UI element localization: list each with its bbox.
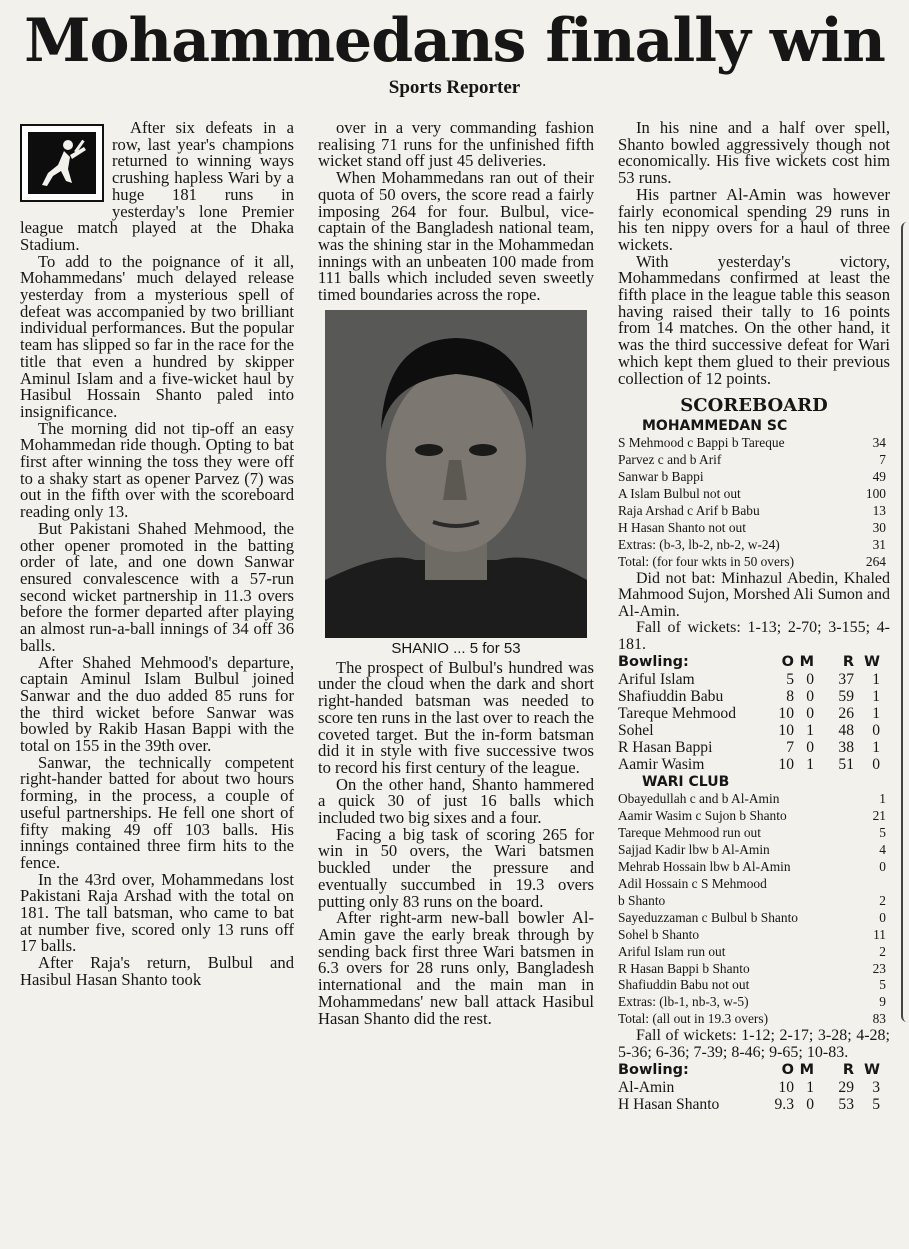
batting-row	[618, 859, 890, 876]
batsman-entry: A Islam Bulbul not out	[618, 485, 741, 501]
article-paragraph: The prospect of Bulbul's hundred was under the cloud when the dark and short right-handed batsman was needed to score ten runs in the last over to reach the coveted target. But the in-form batsman did it in style with five successive twos to record his first century of the league.	[318, 657, 595, 777]
runs-value: 49	[872, 469, 886, 485]
batsman-entry: S Mehmood c Bappi b Tareque	[618, 435, 785, 451]
batsman-icon	[34, 137, 90, 189]
batting-row	[618, 961, 890, 978]
batsman-entry: Extras: (b-3, lb-2, nb-2, w-24)	[618, 536, 780, 552]
runs-value: 5	[879, 977, 886, 993]
bowler-name: Sohel	[618, 722, 654, 740]
runs-value: 83	[872, 1011, 886, 1027]
maidens-value: 0	[806, 739, 814, 757]
page-edge	[901, 222, 909, 1022]
article-paragraph: To add to the poignance of it all, Mohammedans' much delayed release yesterday from a mysterious spell of defeat was accompanied by two brilliant individual performances. But the popular team has slipped so far in the race for the title that even a hundred by skipper Aminul Islam and a five-wicket haul by Hasibul Hossain Shanto paled into insignificance.	[20, 251, 294, 421]
runs-conceded-value: 26	[838, 705, 854, 723]
runs-value: 34	[872, 435, 886, 451]
headline: Mohammedans finally win	[24, 6, 885, 76]
bowling-row	[618, 1079, 890, 1096]
overs-value: 5	[786, 671, 794, 689]
bowler-name: R Hasan Bappi	[618, 739, 713, 757]
wickets-value: 5	[872, 1096, 880, 1114]
runs-value: 1	[879, 791, 886, 807]
overs-value: 7	[786, 739, 794, 757]
bowling-row	[618, 722, 890, 739]
overs-value: 10	[778, 705, 794, 723]
maidens-value: 0	[806, 705, 814, 723]
batting-row	[618, 452, 890, 469]
runs-value: 2	[879, 892, 886, 908]
article-paragraph: Sanwar, the technically competent right-hander batted for about two hours forming, in the process, a couple of useful partnerships. He fell one short of fifty making 49 off 103 balls. His innings contained three firm hits to the fence.	[20, 752, 294, 872]
article-column-3	[618, 120, 890, 1113]
wickets-value: 1	[872, 739, 880, 757]
maidens-value: 1	[806, 1079, 814, 1097]
runs-value: 0	[879, 909, 886, 925]
batting-row	[618, 486, 890, 503]
did-not-bat: Did not bat: Minhazul Abedin, Khaled Mahmood Sujon, Morshed Ali Sumon and Al-Amin.	[618, 569, 891, 620]
batsman-entry: Parvez c and b Arif	[618, 452, 722, 468]
batting-row	[618, 554, 890, 571]
article-paragraph: On the other hand, Shanto hammered a quick 30 of just 16 balls which included two big sixes and a four.	[318, 774, 594, 828]
bowling-header: Bowling: O M R W	[618, 1062, 880, 1079]
batting-row	[618, 520, 890, 537]
runs-conceded-value: 53	[838, 1096, 854, 1114]
bowler-name: Shafiuddin Babu	[618, 688, 724, 706]
batsman-entry: Adil Hossain c S Mehmood	[618, 876, 767, 891]
maidens-value: 1	[806, 756, 814, 774]
batting-row	[618, 435, 890, 452]
batting-row	[618, 876, 890, 893]
batsman-entry: Sajjad Kadir lbw b Al-Amin	[618, 842, 770, 858]
team-heading: MOHAMMEDAN SC	[642, 418, 788, 435]
batting-row	[618, 927, 890, 944]
bowler-name: Ariful Islam	[618, 671, 695, 689]
bowling-row	[618, 756, 890, 773]
article-paragraph: The morning did not tip-off an easy Mohammedan ride though. Opting to bat first after winning the toss they were off to a shaky start as opener Parvez (7) was out in the fifth over with the scoreboard reading only 13.	[20, 418, 294, 522]
batting-row	[618, 537, 890, 554]
batting-row	[618, 503, 890, 520]
article-column-1	[20, 120, 294, 989]
runs-value: 5	[879, 825, 886, 841]
bowler-name: Tareque Mehmood	[618, 705, 736, 723]
runs-value: 9	[879, 994, 886, 1010]
batting-row	[618, 893, 890, 910]
cricket-logo	[20, 124, 104, 202]
wickets-value: 3	[872, 1079, 880, 1097]
runs-value: 23	[872, 960, 886, 976]
batsman-entry: Shafiuddin Babu not out	[618, 977, 750, 993]
batting-row	[618, 808, 890, 825]
article-paragraph: When Mohammedans ran out of their quota of 50 overs, the score read a fairly imposing 264 for four. Bulbul, vice-captain of the Bangladesh national team, was the shining star in the Mohammedan innings with an unbeaten 100 made from 111 balls which included seven sweetly timed boundaries across the rope.	[318, 168, 594, 305]
bowler-name: H Hasan Shanto	[618, 1096, 720, 1114]
article-paragraph: over in a very commanding fashion realising 71 runs for the unfinished fifth wicket stand off just 45 deliveries.	[318, 118, 594, 171]
article-column-2	[318, 120, 594, 1027]
runs-value: 7	[879, 452, 886, 468]
runs-value	[886, 876, 890, 893]
batting-row	[618, 944, 890, 961]
runs-value: 31	[872, 536, 886, 552]
batting-row	[618, 469, 890, 486]
overs-value: 8	[786, 688, 794, 706]
article-paragraph: After right-arm new-ball bowler Al-Amin gave the early break through by sending back first three Wari batsmen in 6.3 overs for 28 runs only, Bangladesh international and the main man in Mohammedans' new ball attack Hasibul Hasan Shanto did the rest.	[318, 908, 594, 1028]
batting-row	[618, 842, 890, 859]
runs-conceded-value: 29	[838, 1079, 854, 1097]
bowling-row	[618, 688, 890, 705]
maidens-value: 0	[806, 671, 814, 689]
article-paragraph: In the 43rd over, Mohammedans lost Pakistani Raja Arshad with the total on 181. The tall batsman, who came to bat at number five, scored only 13 runs off 17 balls.	[20, 869, 294, 956]
batsman-entry: Sayeduzzaman c Bulbul b Shanto	[618, 909, 798, 925]
wickets-value: 0	[872, 722, 880, 740]
batsman-entry: Obayedullah c and b Al-Amin	[618, 791, 780, 807]
batting-row	[618, 1011, 890, 1028]
runs-value: 11	[873, 926, 886, 942]
article-paragraph: After Raja's return, Bulbul and Hasibul Hasan Shanto took	[20, 953, 294, 989]
scoreboard	[618, 395, 890, 1113]
runs-conceded-value: 48	[838, 722, 854, 740]
wickets-value: 1	[872, 688, 880, 706]
photo-caption: SHANIO ... 5 for 53	[391, 639, 521, 657]
runs-value: 4	[879, 842, 886, 858]
byline: Sports Reporter	[388, 77, 521, 98]
batsman-entry: Sanwar b Bappi	[618, 469, 704, 485]
wickets-value: 1	[872, 671, 880, 689]
article-paragraph: Facing a big task of scoring 265 for win in 50 overs, the Wari batsmen buckled under the pressure and eventually succumbed in 19.3 overs putting only 83 runs on the board.	[318, 824, 594, 911]
batting-row	[618, 791, 890, 808]
bowling-row	[618, 1096, 890, 1113]
maidens-value: 0	[806, 688, 814, 706]
maidens-value: 1	[806, 722, 814, 740]
bowling-header: Bowling: O M R W	[618, 654, 880, 671]
batsman-entry: Extras: (lb-1, nb-3, w-5)	[618, 994, 749, 1010]
batsman-entry: R Hasan Bappi b Shanto	[618, 960, 750, 976]
overs-value: 10	[778, 722, 794, 740]
runs-value: 13	[872, 502, 886, 518]
runs-value: 100	[865, 485, 886, 501]
batting-row	[618, 910, 890, 927]
article-paragraph: With yesterday's victory, Mohammedans confirmed at least the fifth place in the league table this season having raised their tally to 16 points from 14 matches. On the other hand, it was the third successive defeat for Wari which kept them glued to their previous collection of 12 points.	[618, 251, 890, 388]
wickets-value: 0	[872, 756, 880, 774]
bowling-row	[618, 705, 890, 722]
batsman-entry: Total: (all out in 19.3 overs)	[618, 1011, 769, 1027]
batsman-entry: H Hasan Shanto not out	[618, 519, 746, 535]
batsman-entry: Aamir Wasim c Sujon b Shanto	[618, 808, 787, 824]
bowling-row	[618, 739, 890, 756]
maidens-value: 0	[806, 1096, 814, 1114]
runs-value: 21	[872, 808, 886, 824]
team-heading: WARI CLUB	[642, 774, 730, 791]
wickets-value: 1	[872, 705, 880, 723]
article-paragraph: After Shahed Mehmood's departure, captain Aminul Islam Bulbul joined Sanwar and the duo added 85 runs for the third wicket before Sanwar was bowled by Rakib Hasan Bappi with the total on 155 in the 39th over.	[20, 652, 294, 756]
article-paragraph: But Pakistani Shahed Mehmood, the other opener promoted in the batting order of late, and one down Sanwar ensured convalescence with a 57-run second wicket partnership in 11.3 overs before the former departed after playing an almost run-a-ball innings of 34 off 36 balls.	[20, 518, 294, 655]
runs-conceded-value: 38	[838, 739, 854, 757]
batting-row	[618, 825, 890, 842]
runs-conceded-value: 51	[838, 756, 854, 774]
article-paragraph: After six defeats in a row, last year's champions returned to winning ways crushing hapless Wari by a huge 181 runs in yesterday's lone Premier league match played at the Dhaka Stadium.	[20, 118, 294, 254]
bowler-name: Aamir Wasim	[618, 756, 705, 774]
batting-row	[618, 977, 890, 994]
article-paragraph: In his nine and a half over spell, Shanto bowled aggressively though not economically. His five wickets cost him 53 runs.	[618, 118, 890, 188]
article-paragraph: His partner Al-Amin was however fairly economical spending 29 runs in his ten nippy overs for a haul of three wickets.	[618, 184, 890, 254]
overs-value: 10	[778, 756, 794, 774]
batsman-entry: b Shanto	[618, 892, 666, 908]
batsman-entry: Total: (for four wkts in 50 overs)	[618, 553, 795, 569]
overs-value: 9.3	[774, 1096, 794, 1114]
runs-value: 30	[872, 519, 886, 535]
batsman-entry: Sohel b Shanto	[618, 926, 700, 942]
player-photo	[325, 310, 587, 638]
batting-row	[618, 994, 890, 1011]
batsman-entry: Ariful Islam run out	[618, 943, 726, 959]
batsman-entry: Raja Arshad c Arif b Babu	[618, 502, 760, 518]
scoreboard-title: SCOREBOARD	[680, 395, 828, 417]
bowling-row	[618, 671, 890, 688]
batsman-entry: Mehrab Hossain lbw b Al-Amin	[618, 859, 791, 875]
runs-value: 2	[879, 943, 886, 959]
runs-value: 0	[879, 859, 886, 875]
fall-of-wickets: Fall of wickets: 1-13; 2-70; 3-155; 4-181.	[618, 619, 890, 653]
runs-conceded-value: 37	[838, 671, 854, 689]
fall-of-wickets: Fall of wickets: 1-12; 2-17; 3-28; 4-28; 5-36; 6-36; 7-39; 8-46; 9-65; 10-83.	[618, 1027, 890, 1061]
runs-value: 264	[865, 553, 886, 569]
batsman-entry: Tareque Mehmood run out	[618, 825, 761, 841]
overs-value: 10	[778, 1079, 794, 1097]
bowler-name: Al-Amin	[618, 1079, 675, 1097]
runs-conceded-value: 59	[838, 688, 854, 706]
